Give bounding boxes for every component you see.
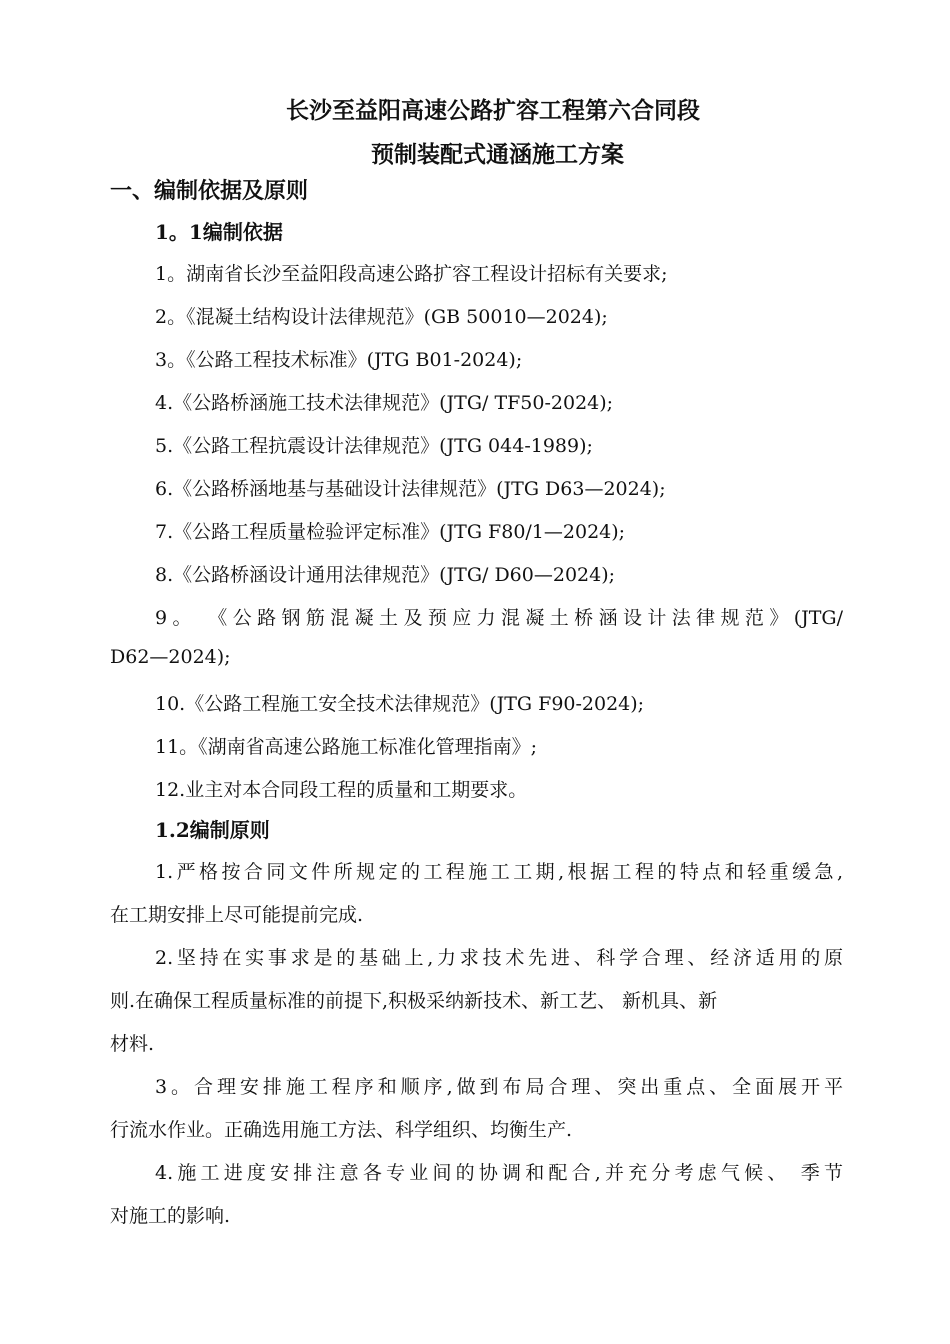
basis-item-5: 5.《公路工程抗震设计法律规范》(JTG 044-1989);: [155, 435, 593, 457]
basis-item-6: 6.《公路桥涵地基与基础设计法律规范》(JTG D63—2024);: [155, 478, 666, 500]
document-subtitle: 预制装配式通涵施工方案: [371, 141, 624, 168]
basis-item-8: 8.《公路桥涵设计通用法律规范》(JTG/ D60—2024);: [155, 564, 616, 586]
basis-item-9-continued: D62—2024);: [110, 646, 231, 668]
principle-2-line-1: 2.坚持在实事求是的基础上,力求技术先进、科学合理、经济适用的原: [155, 947, 843, 969]
principle-4-line-1: 4.施工进度安排注意各专业间的协调和配合,并充分考虑气候、 季节: [155, 1162, 843, 1184]
principle-2-line-2: 则.在确保工程质量标准的前提下,积极采纳新技术、新工艺、 新机具、新: [110, 990, 718, 1012]
basis-item-11: 11。《湖南省高速公路施工标准化管理指南》;: [155, 736, 538, 758]
principle-2-line-3: 材料.: [110, 1033, 155, 1055]
basis-item-12: 12.业主对本合同段工程的质量和工期要求。: [155, 779, 528, 801]
principle-4-line-2: 对施工的影响.: [110, 1205, 231, 1227]
subsection-heading-basis: 1。1编制依据: [155, 220, 283, 244]
principle-1-line-2: 在工期安排上尽可能提前完成.: [110, 904, 364, 926]
section-heading: 一、编制依据及原则: [110, 178, 309, 204]
basis-item-10: 10.《公路工程施工安全技术法律规范》(JTG F90-2024);: [155, 693, 645, 715]
basis-item-1: 1。湖南省长沙至益阳段高速公路扩容工程设计招标有关要求;: [155, 263, 668, 285]
basis-item-9: 9。 《公路钢筋混凝土及预应力混凝土桥涵设计法律规范》(JTG/: [155, 607, 843, 629]
document-title: 长沙至益阳高速公路扩容工程第六合同段: [286, 97, 700, 124]
principle-3-line-1: 3。合理安排施工程序和顺序,做到布局合理、突出重点、全面展开平: [155, 1076, 843, 1098]
basis-item-2: 2。《混凝土结构设计法律规范》(GB 50010—2024);: [155, 306, 608, 328]
principle-1-line-1: 1.严格按合同文件所规定的工程施工工期,根据工程的特点和轻重缓急,: [155, 861, 843, 883]
basis-item-7: 7.《公路工程质量检验评定标准》(JTG F80/1—2024);: [155, 521, 626, 543]
subsection-heading-principles: 1.2编制原则: [155, 818, 270, 842]
principle-3-line-2: 行流水作业。正确选用施工方法、科学组织、均衡生产.: [110, 1119, 573, 1141]
basis-item-3: 3。《公路工程技术标准》(JTG B01-2024);: [155, 349, 523, 371]
basis-item-4: 4.《公路桥涵施工技术法律规范》(JTG/ TF50-2024);: [155, 392, 614, 414]
